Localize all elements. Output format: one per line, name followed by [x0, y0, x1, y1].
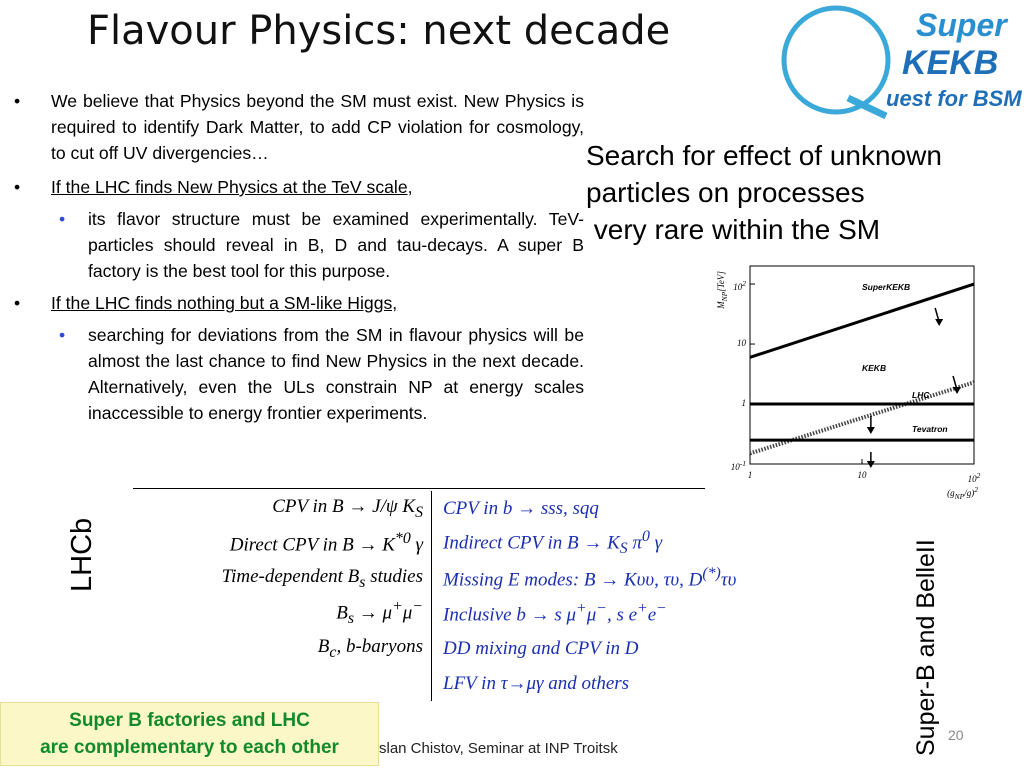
np-scale-plot	[712, 256, 1012, 501]
superb-measurement: DD mixing and CPV in D	[443, 637, 639, 659]
lhcb-measurement: Direct CPV in $B \to K^{*0}$ γ	[134, 526, 432, 561]
bullet-list	[14, 88, 584, 432]
arrow-head	[935, 319, 943, 326]
bullet-text: searching for deviations from the SM in flavour physics will be almost the last chance to find New Physics in the next decade. Alternatively, even the ULs constrain NP at energy scales inaccessible to energy frontier experiments.	[88, 325, 584, 423]
bullet-text: its flavor structure must be examined experimentally. TeV-particles should reveal in B, D and tau-decays. A super B factory is the best tool for this purpose.	[88, 209, 584, 281]
bullet-item	[14, 322, 584, 426]
superb-measurement: LFV in τ→μγ and others	[443, 672, 630, 694]
superkekb-logo	[778, 2, 1022, 120]
bullet-item	[14, 290, 584, 316]
table-row	[134, 561, 896, 596]
page-number: 20	[948, 727, 964, 743]
callout-line: are complementary to each other	[40, 737, 339, 758]
comparison-table	[134, 491, 896, 701]
table-row	[134, 491, 896, 526]
search-note	[586, 137, 942, 248]
complementary-callout	[0, 702, 379, 766]
bullet-dot: •	[14, 177, 21, 197]
x-tick-label: $10^2$	[967, 471, 981, 484]
search-note-line: Search for effect of unknown	[586, 140, 942, 171]
superb-belleii-label: Super-B and BelleII	[912, 539, 940, 756]
lhcb-label: LHCb	[66, 517, 98, 592]
superb-measurement: CPV in b → sss, sqq	[443, 497, 599, 519]
x-axis-label: $(g_{NP}/g)^2$	[947, 485, 978, 501]
bullet-item	[14, 88, 584, 166]
bullet-item	[14, 206, 584, 284]
y-tick-label: 1	[741, 398, 746, 409]
lhcb-measurement: $B_s \to \mu^+\mu^-$	[134, 596, 432, 631]
table-row	[134, 666, 896, 701]
lhcb-measurement: Time-dependent $B_s$ studies	[134, 561, 432, 596]
table-top-rule	[133, 488, 705, 489]
table-row	[134, 631, 896, 666]
series-label: Tevatron	[912, 424, 948, 434]
search-note-line: particles on processes	[586, 177, 865, 208]
superb-measurement: Indirect CPV in $B \to K_S$ $\pi^0$ γ	[443, 528, 663, 558]
search-note-line: very rare within the SM	[586, 214, 881, 245]
bullet-dot: •	[14, 91, 21, 111]
series-label: LHC	[912, 390, 930, 400]
lhcb-measurement	[134, 666, 432, 701]
bullet-dot: •	[14, 293, 21, 313]
logo-text-super: Super	[916, 7, 1007, 43]
lhcb-measurement: CPV in B → J/ψ $K_S$	[134, 491, 432, 526]
series-line-kekb	[750, 382, 974, 453]
superb-measurement: Missing E modes: B → Kυυ, τυ, D(*)τυ	[443, 565, 737, 591]
y-tick-label: 10	[737, 338, 746, 349]
superb-measurement: Inclusive b → s μ+μ−, s e+e−	[443, 600, 667, 626]
bullet-text: If the LHC finds New Physics at the TeV scale,	[51, 177, 413, 197]
bullet-text: If the LHC finds nothing but a SM-like Higgs,	[51, 293, 398, 313]
x-tick-label: 10	[857, 470, 867, 480]
logo-text-tagline: uest for BSM	[886, 86, 1022, 111]
y-tick-label: $10^2$	[733, 279, 746, 293]
lhcb-measurement: $B_c$, b-baryons	[134, 631, 432, 666]
slide-title: Flavour Physics: next decade	[87, 8, 671, 54]
bullet-dot: •	[59, 209, 66, 229]
series-label: KEKB	[862, 363, 887, 373]
bullet-text: We believe that Physics beyond the SM must exist. New Physics is required to identify Dark Matter, to add CP violation for cosmology, to cut off UV divergencies…	[51, 91, 584, 163]
series-label: SuperKEKB	[862, 282, 911, 292]
y-axis-label: $M_{NP}[TeV]$	[716, 271, 729, 309]
callout-line: Super B factories and LHC	[69, 710, 310, 731]
table-row	[134, 596, 896, 631]
logo-text-kekb: KEKB	[902, 44, 999, 82]
bullet-item	[14, 174, 584, 200]
y-tick-label: $10^{-1}$	[730, 459, 746, 472]
x-tick-label: 1	[747, 470, 753, 480]
arrow-head	[867, 427, 875, 434]
bullet-dot: •	[59, 325, 66, 345]
footer-text: slan Chistov, Seminar at INP Troitsk	[379, 740, 618, 757]
table-row	[134, 526, 896, 561]
